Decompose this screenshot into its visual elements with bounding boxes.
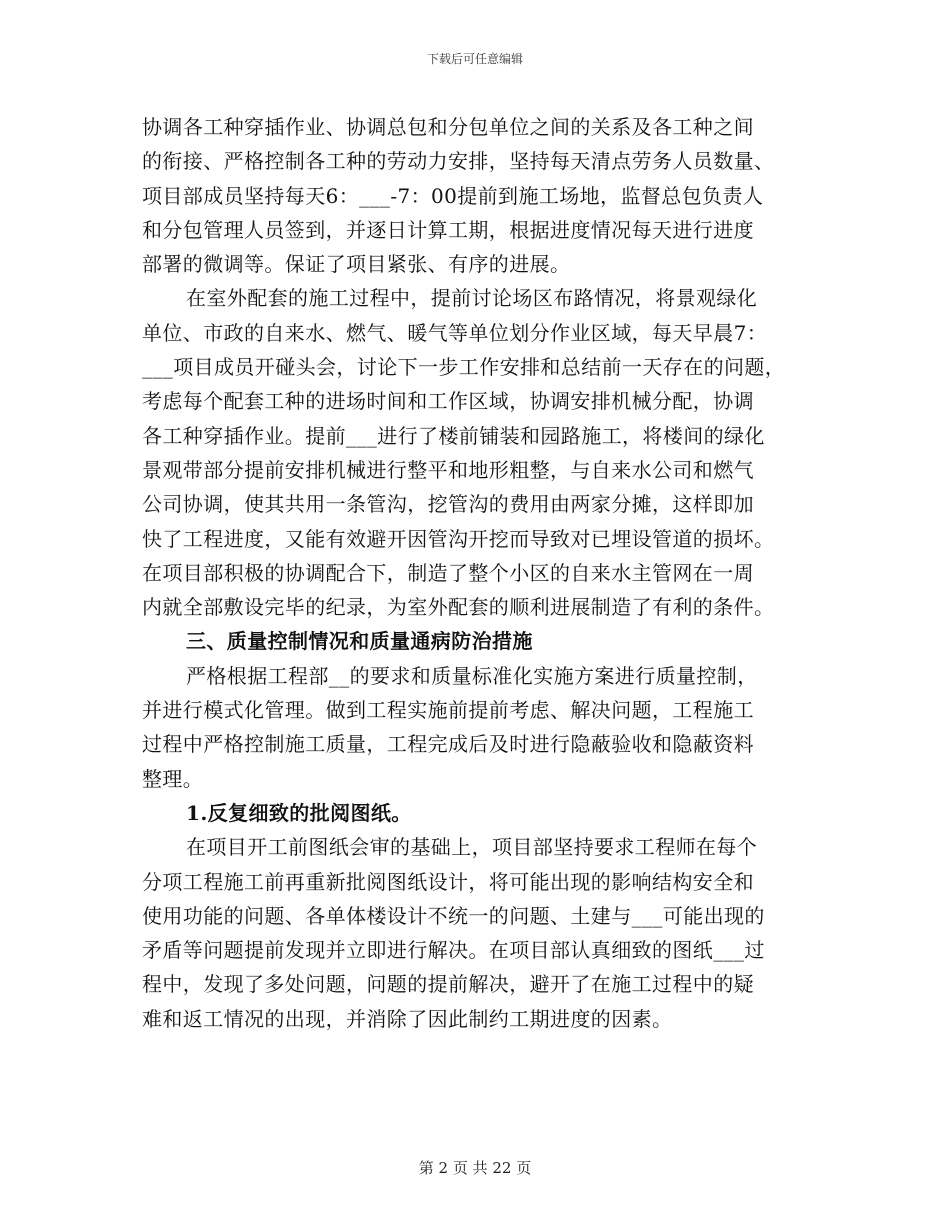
text-line: ___项目成员开碰头会，讨论下一步工作安排和总结前一天存在的问题，	[142, 355, 786, 380]
text-line: 过程中严格控制施工质量，工程完成后及时进行隐蔽验收和隐蔽资料	[142, 732, 754, 757]
text-line: 在项目开工前图纸会审的基础上，项目部坚持要求工程师在每个	[186, 835, 758, 860]
text-line: 的衔接、严格控制各工种的劳动力安排，坚持每天清点劳务人员数量、	[142, 149, 775, 174]
text-line: 协调各工种穿插作业、协调总包和分包单位之间的关系及各工种之间	[142, 115, 754, 139]
text-line: 程中，发现了多处问题，问题的提前解决，避开了在施工过程中的疑	[142, 972, 754, 997]
text-line: 快了工程进度，又能有效避开因管沟开挖而导致对已埋设管道的损坏。	[142, 526, 775, 551]
section-heading: 1.反复细致的批阅图纸。	[186, 800, 412, 825]
section-heading: 三、质量控制情况和质量通病防治措施	[186, 629, 533, 654]
page-footer: 第 2 页 共 22 页	[418, 1159, 532, 1177]
text-line: 在室外配套的施工过程中，提前讨论场区布路情况，将景观绿化	[186, 286, 758, 311]
text-line: 难和返工情况的出现，并消除了因此制约工期进度的因素。	[142, 1006, 673, 1031]
document-body	[142, 110, 817, 1036]
text-line: 公司协调，使其共用一条管沟，挖管沟的费用由两家分摊，这样即加	[142, 492, 754, 517]
text-line: 景观带部分提前安排机械进行整平和地形粗整，与自来水公司和燃气	[142, 457, 754, 482]
text-line: 严格根据工程部__的要求和质量标准化实施方案进行质量控制，	[186, 663, 758, 688]
text-line: 在项目部积极的协调配合下，制造了整个小区的自来水主管网在一周	[142, 560, 754, 585]
text-line: 内就全部敷设完毕的纪录，为室外配套的顺利进展制造了有利的条件。	[142, 595, 775, 620]
text-line: 分项工程施工前再重新批阅图纸设计，将可能出现的影响结构安全和	[142, 869, 754, 894]
text-line: 单位、市政的自来水、燃气、暖气等单位划分作业区域，每天早晨7：	[142, 320, 768, 345]
page-header: 下载后可任意编辑	[426, 52, 523, 66]
text-line: 使用功能的问题、各单体楼设计不统一的问题、土建与___可能出现的	[142, 903, 765, 928]
text-line: 整理。	[142, 766, 204, 791]
text-line: 部署的微调等。保证了项目紧张、有序的进展。	[142, 252, 571, 277]
text-line: 各工种穿插作业。提前___进行了楼前铺装和园路施工，将楼间的绿化	[142, 423, 765, 448]
text-line: 和分包管理人员签到，并逐日计算工期，根据进度情况每天进行进度	[142, 217, 754, 242]
text-line: 项目部成员坚持每天6：___-7：00提前到施工场地，监督总包负责人	[142, 183, 764, 208]
text-line: 矛盾等问题提前发现并立即进行解决。在项目部认真细致的图纸___过	[142, 938, 765, 963]
text-line: 并进行模式化管理。做到工程实施前提前考虑、解决问题，工程施工	[142, 698, 754, 723]
text-line: 考虑每个配套工种的进场时间和工作区域，协调安排机械分配，协调	[142, 389, 754, 414]
